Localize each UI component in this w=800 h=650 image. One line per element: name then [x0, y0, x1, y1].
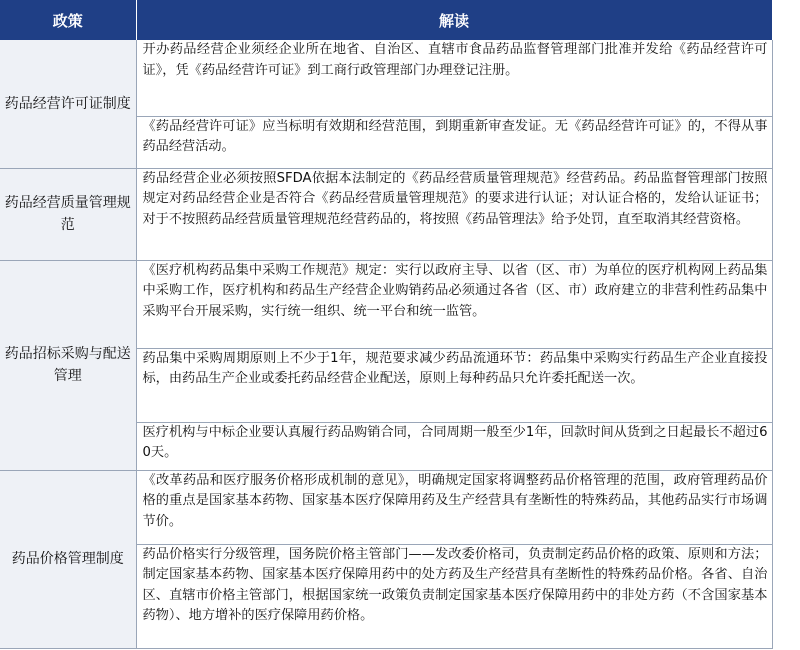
interpretation-cell: 药品集中采购周期原则上不少于1年，规范要求减少药品流通环节：药品集中采购实行药品生产企业直接投标，由药品生产企业或委托药品经营企业配送，原则上每种药品只允许委托配送一次。: [136, 348, 772, 422]
header-row: [0, 0, 772, 40]
header-policy: 政策: [0, 0, 136, 40]
interpretation-cell: 开办药品经营企业须经企业所在地省、自治区、直辖市食品药品监督管理部门批准并发给《药品经营许可证》，凭《药品经营许可证》到工商行政管理部门办理登记注册。: [136, 40, 772, 116]
interpretation-cell: 药品价格实行分级管理，国务院价格主管部门——发改委价格司，负责制定药品价格的政策、原则和方法；制定国家基本药物、国家基本医疗保障用药中的处方药及生产经营具有垄断性的特殊药品价格。各省、自治区、直辖市价格主管部门，根据国家统一政策负责制定国家基本医疗保障用药中的非处方药（不含国家基本药物）、地方增补的医疗保障用药价格。: [136, 544, 772, 648]
policy-cell: 药品招标采购与配送管理: [0, 260, 136, 470]
policy-cell: 药品经营质量管理规范: [0, 168, 136, 260]
policy-cell: 药品经营许可证制度: [0, 40, 136, 168]
header-interpretation: 解读: [136, 0, 772, 40]
table-row: [0, 470, 772, 544]
table-row: [0, 40, 772, 116]
interpretation-cell: 《改革药品和医疗服务价格形成机制的意见》，明确规定国家将调整药品价格管理的范围，政府管理药品价格的重点是国家基本药物、国家基本医疗保障用药及生产经营具有垄断性的特殊药品，其他药品实行市场调节价。: [136, 470, 772, 544]
table-row: [0, 260, 772, 348]
interpretation-cell: 《药品经营许可证》应当标明有效期和经营范围，到期重新审查发证。无《药品经营许可证》的，不得从事药品经营活动。: [136, 116, 772, 168]
table-row: [0, 168, 772, 260]
interpretation-cell: 《医疗机构药品集中采购工作规范》规定：实行以政府主导、以省（区、市）为单位的医疗机构网上药品集中采购工作，医疗机构和药品生产经营企业购销药品必须通过各省（区、市）政府建立的非营利性药品集中采购平台开展采购，实行统一组织、统一平台和统一监管。: [136, 260, 772, 348]
interpretation-cell: 医疗机构与中标企业要认真履行药品购销合同，合同周期一般至少1年，回款时间从货到之日起最长不超过60天。: [136, 422, 772, 470]
interpretation-cell: 药品经营企业必须按照SFDA依据本法制定的《药品经营质量管理规范》经营药品。药品监督管理部门按照规定对药品经营企业是否符合《药品经营质量管理规范》的要求进行认证；对认证合格的，发给认证证书；对于不按照药品经营质量管理规范经营药品的，将按照《药品管理法》给予处罚，直至取消其经营资格。: [136, 168, 772, 260]
policy-cell: 药品价格管理制度: [0, 470, 136, 648]
